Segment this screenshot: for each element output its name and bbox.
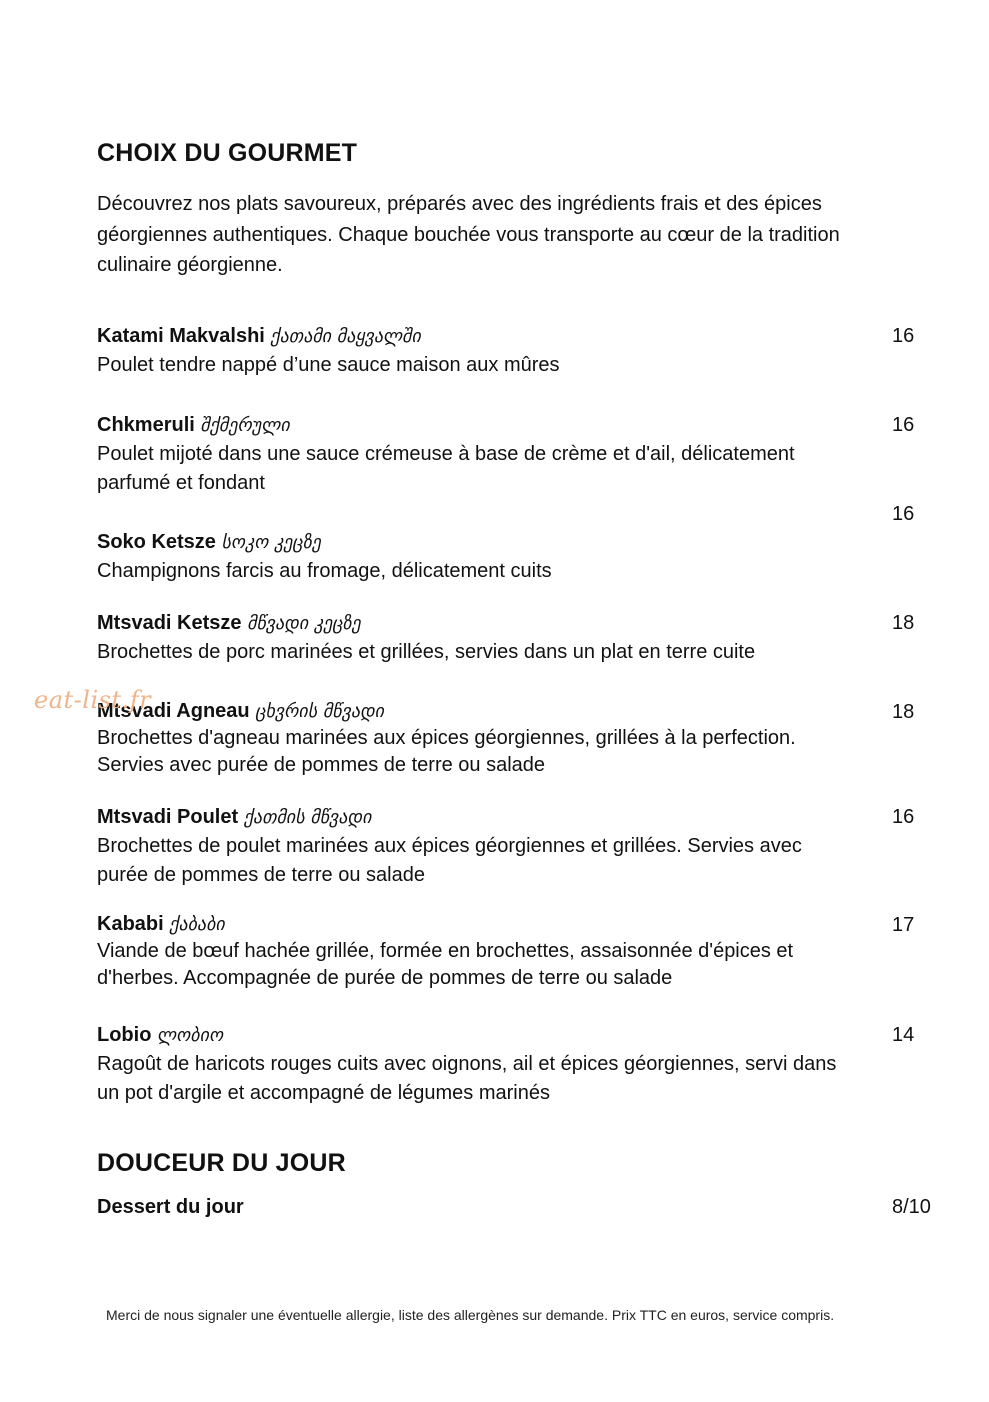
item-name: Chkmeruli bbox=[97, 414, 195, 436]
item-name: Kababi bbox=[97, 913, 164, 935]
menu-item bbox=[97, 322, 857, 380]
item-name: Dessert du jour bbox=[97, 1196, 244, 1218]
item-georgian-name: მწვადი კეცზე bbox=[247, 613, 361, 634]
item-name: Soko Ketsze bbox=[97, 531, 216, 553]
menu-item bbox=[97, 698, 857, 779]
item-description: Brochettes de poulet marinées aux épices géorgiennes et grillées. Servies avec purée de pommes de terre ou salade bbox=[97, 835, 802, 886]
item-price: 18 bbox=[892, 701, 915, 723]
item-georgian-name: ქაბაბი bbox=[169, 914, 225, 935]
item-description: Brochettes d'agneau marinées aux épices géorgiennes, grillées à la perfection. Servies avec purée de pommes de terre ou salade bbox=[97, 727, 796, 776]
item-price: 14 bbox=[892, 1024, 915, 1046]
menu-item bbox=[97, 1021, 857, 1108]
item-price: 18 bbox=[892, 612, 915, 634]
item-price: 16 bbox=[892, 414, 915, 436]
item-georgian-name: ქათამი მაყვალში bbox=[270, 326, 421, 347]
section-title-dessert: DOUCEUR DU JOUR bbox=[97, 1149, 346, 1177]
item-georgian-name: შქმერული bbox=[200, 415, 290, 436]
item-georgian-name: ქათმის მწვადი bbox=[243, 807, 372, 828]
section-intro: Découvrez nos plats savoureux, préparés avec des ingrédients frais et des épices géorgiennes authentiques. Chaque bouchée vous transporte au cœur de la tradition culinaire géorgienne. bbox=[97, 193, 840, 276]
menu-item bbox=[97, 1193, 857, 1222]
item-description: Viande de bœuf hachée grillée, formée en brochettes, assaisonnée d'épices et d'herbes. Accompagnée de purée de pommes de terre ou salade bbox=[97, 940, 794, 989]
item-georgian-name: ცხვრის მწვადი bbox=[255, 701, 384, 722]
item-name: Mtsvadi Agneau bbox=[97, 700, 250, 722]
item-name: Mtsvadi Poulet bbox=[97, 806, 239, 828]
item-price: 17 bbox=[892, 914, 915, 936]
item-price: 16 bbox=[892, 325, 915, 347]
section-title-gourmet: CHOIX DU GOURMET bbox=[97, 139, 358, 167]
item-description: Poulet tendre nappé d’une sauce maison aux mûres bbox=[97, 354, 560, 376]
item-description: Poulet mijoté dans une sauce crémeuse à base de crème et d'ail, délicatement parfumé et fondant bbox=[97, 443, 795, 494]
menu-item bbox=[97, 528, 857, 586]
item-price: 8/10 bbox=[892, 1196, 931, 1218]
item-name: Katami Makvalshi bbox=[97, 325, 265, 347]
item-georgian-name: ლობიო bbox=[157, 1025, 224, 1046]
menu-item bbox=[97, 609, 857, 667]
menu-item bbox=[97, 803, 857, 890]
item-georgian-name: სოკო კეცზე bbox=[221, 532, 321, 553]
item-price: 16 bbox=[892, 503, 915, 525]
item-price: 16 bbox=[892, 806, 915, 828]
item-description: Brochettes de porc marinées et grillées, servies dans un plat en terre cuite bbox=[97, 641, 756, 663]
footer-note: Merci de nous signaler une éventuelle allergie, liste des allergènes sur demande. Prix TTC en euros, service compris. bbox=[106, 1307, 835, 1323]
item-name: Mtsvadi Ketsze bbox=[97, 612, 242, 634]
menu-item bbox=[97, 411, 857, 498]
watermark: eat-list.fr bbox=[34, 686, 152, 714]
item-description: Champignons farcis au fromage, délicatement cuits bbox=[97, 560, 552, 582]
item-name: Lobio bbox=[97, 1024, 152, 1046]
menu-item bbox=[97, 911, 857, 992]
item-description: Ragoût de haricots rouges cuits avec oignons, ail et épices géorgiennes, servi dans un pot d'argile et accompagné de légumes marinés bbox=[97, 1053, 837, 1104]
